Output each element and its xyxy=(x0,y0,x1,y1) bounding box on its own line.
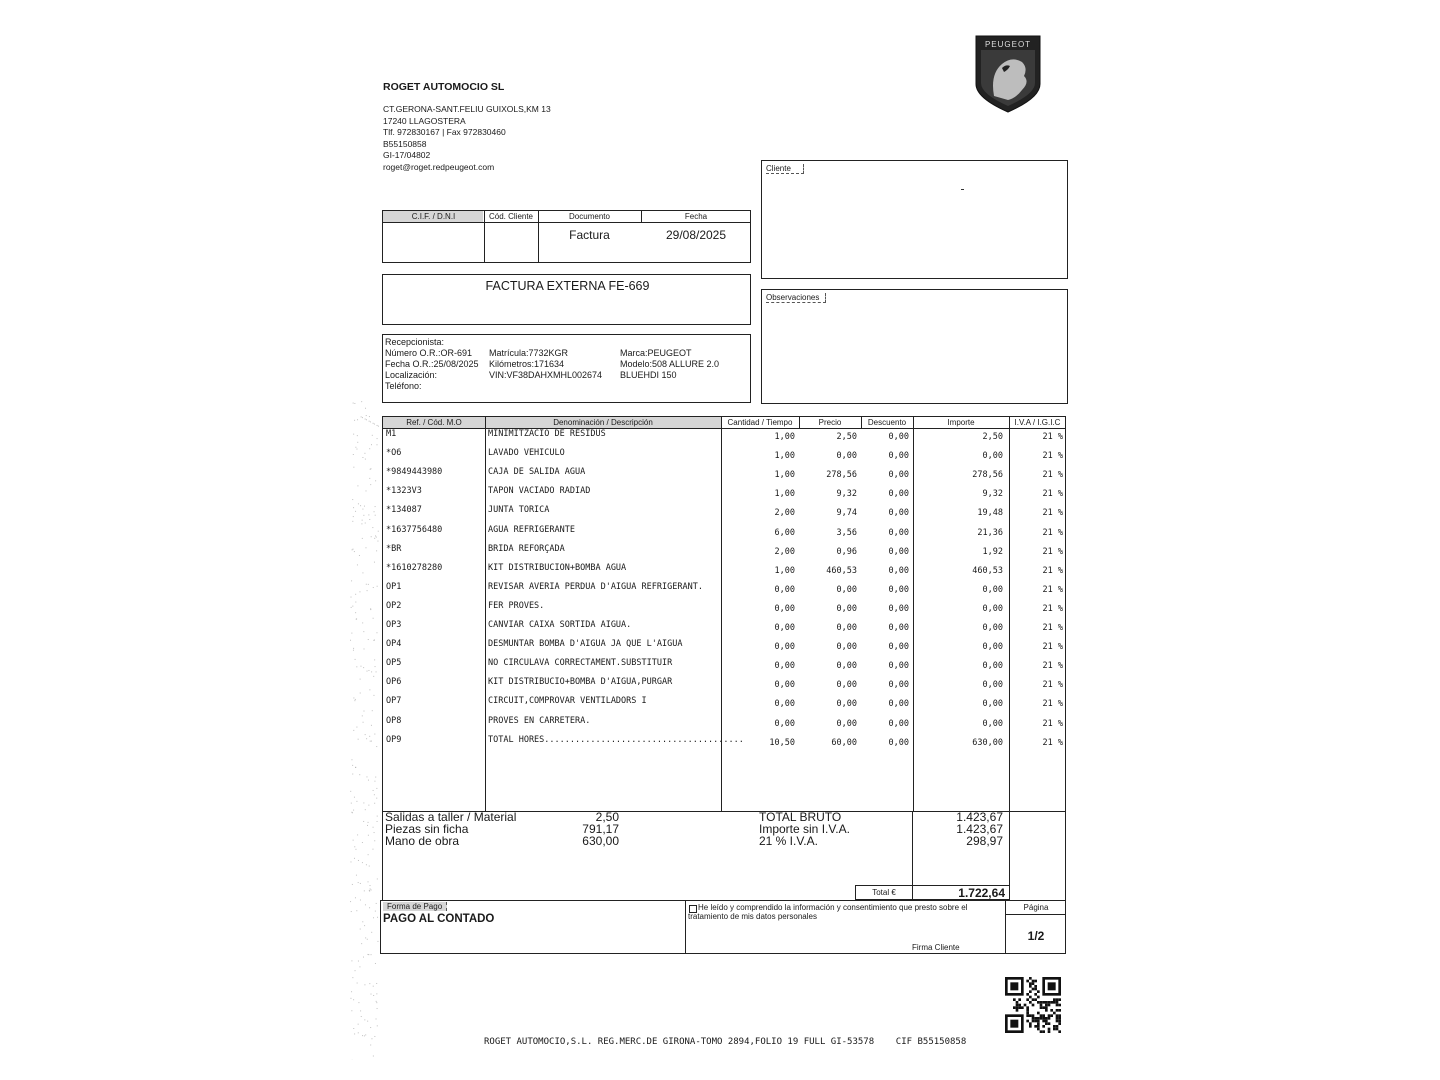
cell-disc: 0,00 xyxy=(888,432,909,442)
cell-ref: OP1 xyxy=(386,581,402,592)
table-body xyxy=(383,429,1067,809)
summary-value: 630,00 xyxy=(582,834,619,848)
cell-disc: 0,00 xyxy=(888,489,909,500)
address-line: Tlf. 972830167 | Fax 972830460 xyxy=(383,127,506,137)
cell-desc: KIT DISTRIBUCION+BOMBA AGUA xyxy=(488,562,627,573)
cell-desc: KIT DISTRIBUCIO+BOMBA D'AIGUA,PURGAR xyxy=(488,677,673,688)
cell-disc: 0,00 xyxy=(888,642,909,653)
cell-disc: 0,00 xyxy=(888,584,909,595)
cell-price: 460,53 xyxy=(826,565,857,576)
cell-amount: 0,00 xyxy=(982,623,1003,633)
cell-disc: 0,00 xyxy=(888,546,909,557)
address-line: GI-17/04802 xyxy=(383,150,431,160)
cell-qty: 2,00 xyxy=(774,508,795,519)
summary-value: 2,50 xyxy=(595,810,619,824)
cell-price: 9,74 xyxy=(836,508,857,519)
observations-box xyxy=(761,289,1068,404)
cell-desc: AGUA REFRIGERANTE xyxy=(488,524,575,535)
cell-ref: OP5 xyxy=(386,658,402,669)
summary-value: 1.423,67 xyxy=(956,822,1003,836)
cell-iva: 21 % xyxy=(1042,737,1063,748)
table-row xyxy=(383,601,1067,620)
logo-text: PEUGEOT xyxy=(984,40,1032,49)
table-row xyxy=(383,735,1067,754)
cell-price: 60,00 xyxy=(831,737,857,748)
cell-disc: 0,00 xyxy=(888,737,909,748)
table-row xyxy=(383,620,1067,639)
vin: VIN:VF38DAHXMHL002674 xyxy=(489,370,603,380)
modelo: Modelo:508 ALLURE 2.0 xyxy=(620,359,720,369)
cell-amount: 21,36 xyxy=(977,527,1003,538)
qr-code xyxy=(1005,977,1061,1033)
col-header-ref: Ref. / Cód. M.O xyxy=(406,418,462,427)
consent-text-1: He leído y comprendido la información y consentimiento que presto sobre el xyxy=(698,903,968,912)
cell-price: 0,00 xyxy=(836,451,857,462)
address-line: CT.GERONA-SANT.FELIU GUIXOLS,KM 13 xyxy=(383,104,551,114)
cell-price: 2,50 xyxy=(836,432,857,442)
cell-iva: 21 % xyxy=(1042,470,1063,481)
items-table xyxy=(382,416,1066,812)
cell-amount: 278,56 xyxy=(972,470,1003,481)
cell-ref: OP8 xyxy=(386,715,402,726)
cell-disc: 0,00 xyxy=(888,603,909,614)
cell-qty: 6,00 xyxy=(774,527,795,538)
cell-amount: 0,00 xyxy=(982,603,1003,614)
company-name: ROGET AUTOMOCIO SL xyxy=(383,81,505,93)
cell-qty: 0,00 xyxy=(774,718,795,729)
summary-label: 21 % I.V.A. xyxy=(759,834,818,848)
cell-ref: OP3 xyxy=(386,620,402,630)
cell-price: 0,00 xyxy=(836,718,857,729)
scan-noise xyxy=(340,400,380,1060)
cell-disc: 0,00 xyxy=(888,527,909,538)
cell-iva: 21 % xyxy=(1042,432,1063,442)
cell-price: 0,00 xyxy=(836,603,857,614)
col-header-desc: Denominación / Descripción xyxy=(553,418,653,427)
marca: Marca:PEUGEOT xyxy=(620,348,692,358)
cell-amount: 460,53 xyxy=(972,565,1003,576)
cell-qty: 0,00 xyxy=(774,661,795,672)
client-box xyxy=(761,160,1068,279)
cell-iva: 21 % xyxy=(1042,642,1063,653)
cell-iva: 21 % xyxy=(1042,489,1063,500)
localizacion: Localización: xyxy=(385,370,438,380)
cell-amount: 0,00 xyxy=(982,584,1003,595)
cell-desc: FER PROVES. xyxy=(488,600,545,611)
cell-amount: 0,00 xyxy=(982,642,1003,653)
cell-iva: 21 % xyxy=(1042,565,1063,576)
cell-qty: 0,00 xyxy=(774,680,795,691)
cell-desc: BRIDA REFORÇADA xyxy=(488,543,565,554)
total-value: 1.722,64 xyxy=(958,886,1005,900)
footer-box xyxy=(380,900,1066,954)
total-label: Total € xyxy=(872,888,896,897)
cell-disc: 0,00 xyxy=(888,565,909,576)
col-header-discount: Descuento xyxy=(867,418,907,427)
cell-qty: 1,00 xyxy=(774,565,795,576)
cell-price: 0,00 xyxy=(836,661,857,672)
pagina-value: 1/2 xyxy=(1027,929,1045,943)
cell-amount: 2,50 xyxy=(982,432,1003,442)
cell-ref: *1637756480 xyxy=(386,524,443,535)
client-dot xyxy=(961,189,964,190)
kilometros: Kilómetros:171634 xyxy=(489,359,565,369)
summary-label: Mano de obra xyxy=(385,834,460,848)
col-header-amount: Importe xyxy=(947,418,975,427)
consent-text-2: tratamiento de mis datos personales xyxy=(688,912,817,921)
cell-qty: 0,00 xyxy=(774,623,795,633)
cell-disc: 0,00 xyxy=(888,661,909,672)
cell-ref: M1 xyxy=(386,429,397,439)
cell-iva: 21 % xyxy=(1042,699,1063,710)
cell-ref: *9849443980 xyxy=(386,467,443,478)
summary-value: 1.423,67 xyxy=(956,810,1003,824)
table-row xyxy=(383,582,1067,601)
cell-disc: 0,00 xyxy=(888,699,909,710)
table-row xyxy=(383,716,1067,735)
firma-label: Firma Cliente xyxy=(912,943,960,952)
cell-ref: OP6 xyxy=(386,677,402,688)
table-row xyxy=(383,505,1067,524)
cell-qty: 1,00 xyxy=(774,489,795,500)
cell-qty: 10,50 xyxy=(769,737,795,748)
summary-label: Piezas sin ficha xyxy=(385,822,469,836)
cell-iva: 21 % xyxy=(1042,584,1063,595)
cell-price: 0,00 xyxy=(836,623,857,633)
cell-iva: 21 % xyxy=(1042,508,1063,519)
cell-disc: 0,00 xyxy=(888,470,909,481)
id-box xyxy=(382,210,751,263)
table-row xyxy=(383,677,1067,696)
telefono: Teléfono: xyxy=(385,381,422,391)
summary-label: Importe sin I.V.A. xyxy=(759,822,850,836)
cell-price: 9,32 xyxy=(836,489,857,500)
cell-desc: CANVIAR CAIXA SORTIDA AIGUA. xyxy=(488,620,632,630)
client-label: Cliente xyxy=(766,164,804,174)
cell-disc: 0,00 xyxy=(888,451,909,462)
cell-ref: *O6 xyxy=(386,448,402,459)
cell-iva: 21 % xyxy=(1042,603,1063,614)
cell-price: 0,96 xyxy=(836,546,857,557)
total-label-box xyxy=(855,885,913,900)
cell-amount: 19,48 xyxy=(977,508,1003,519)
col-header-qty: Cantidad / Tiempo xyxy=(727,418,793,427)
address-line: B55150858 xyxy=(383,138,427,149)
cell-qty: 0,00 xyxy=(774,584,795,595)
documento-value: Factura xyxy=(569,228,610,242)
cell-desc: TOTAL HORES....................................... xyxy=(488,734,744,745)
cell-price: 0,00 xyxy=(836,680,857,691)
cell-disc: 0,00 xyxy=(888,508,909,519)
legal-footer: ROGET AUTOMOCIO,S.L. REG.MERC.DE GIRONA-TOMO 2894,FOLIO 19 FULL GI-53578 CIF B55150858 xyxy=(484,1037,967,1047)
cell-desc: PROVES EN CARRETERA. xyxy=(488,715,591,726)
table-row xyxy=(383,525,1067,544)
cell-disc: 0,00 xyxy=(888,718,909,729)
cell-iva: 21 % xyxy=(1042,527,1063,538)
summary-label: TOTAL BRUTO xyxy=(759,810,842,824)
cell-price: 3,56 xyxy=(836,527,857,538)
address-line: 17240 LLAGOSTERA xyxy=(383,115,466,126)
cell-ref: OP4 xyxy=(386,639,402,650)
cell-iva: 21 % xyxy=(1042,451,1063,462)
cell-iva: 21 % xyxy=(1042,661,1063,672)
table-row xyxy=(383,486,1067,505)
cell-amount: 630,00 xyxy=(972,737,1003,748)
cell-qty: 1,00 xyxy=(774,470,795,481)
invoice-title-box xyxy=(382,274,751,325)
summary-box xyxy=(382,811,1066,901)
cell-ref: *BR xyxy=(386,543,402,554)
summary-value: 791,17 xyxy=(582,822,619,836)
cell-ref: OP2 xyxy=(386,600,402,611)
cell-price: 278,56 xyxy=(826,470,857,481)
invoice-title: FACTURA EXTERNA FE-669 xyxy=(485,279,650,293)
cell-desc: LAVADO VEHICULO xyxy=(488,448,565,459)
table-row xyxy=(383,658,1067,677)
total-value-box xyxy=(912,885,1010,900)
summary-value: 298,97 xyxy=(966,834,1003,848)
vehicle-box xyxy=(382,334,751,403)
peugeot-logo xyxy=(972,34,1044,114)
cell-disc: 0,00 xyxy=(888,680,909,691)
fecha-or: Fecha O.R.:25/08/2025 xyxy=(385,359,479,369)
cell-desc: CIRCUIT,COMPROVAR VENTILADORS I xyxy=(488,696,647,707)
forma-pago-label: Forma de Pago xyxy=(383,902,447,911)
cell-iva: 21 % xyxy=(1042,680,1063,691)
cell-ref: OP7 xyxy=(386,696,402,707)
cell-price: 0,00 xyxy=(836,642,857,653)
forma-pago-value: PAGO AL CONTADO xyxy=(383,913,495,925)
table-row xyxy=(383,639,1067,658)
observations-label: Observaciones xyxy=(766,293,826,303)
cell-amount: 9,32 xyxy=(982,489,1003,500)
cell-iva: 21 % xyxy=(1042,623,1063,633)
id-header-documento: Documento xyxy=(569,212,610,221)
cell-desc: REVISAR AVERIA PERDUA D'AIGUA REFRIGERANT. xyxy=(488,581,703,592)
cell-desc: JUNTA TORICA xyxy=(488,505,550,516)
cell-iva: 21 % xyxy=(1042,718,1063,729)
company-address xyxy=(383,104,551,173)
cell-amount: 1,92 xyxy=(982,546,1003,557)
pagina-label: Página xyxy=(1006,903,1066,915)
cell-ref: OP9 xyxy=(386,734,402,745)
cell-qty: 1,00 xyxy=(774,432,795,442)
summary-label: Salidas a taller / Material xyxy=(385,810,517,824)
table-row xyxy=(383,696,1067,715)
id-header-cif: C.I.F. / D.N.I xyxy=(411,212,456,221)
cell-qty: 1,00 xyxy=(774,451,795,462)
cell-qty: 2,00 xyxy=(774,546,795,557)
table-row xyxy=(383,544,1067,563)
cell-ref: *1323V3 xyxy=(386,486,422,497)
cell-qty: 0,00 xyxy=(774,642,795,653)
cell-price: 0,00 xyxy=(836,699,857,710)
cell-qty: 0,00 xyxy=(774,699,795,710)
table-row xyxy=(383,563,1067,582)
cell-qty: 0,00 xyxy=(774,603,795,614)
numero-or: Número O.R.:OR-691 xyxy=(385,348,473,358)
col-header-iva: I.V.A / I.G.I.C xyxy=(1014,418,1061,427)
cell-disc: 0,00 xyxy=(888,623,909,633)
cell-desc: NO CIRCULAVA CORRECTAMENT.SUBSTITUIR xyxy=(488,658,673,669)
cell-amount: 0,00 xyxy=(982,680,1003,691)
cell-price: 0,00 xyxy=(836,584,857,595)
cell-iva: 21 % xyxy=(1042,546,1063,557)
matricula: Matrícula:7732KGR xyxy=(489,348,569,358)
address-line: roget@roget.redpeugeot.com xyxy=(383,161,495,172)
table-row xyxy=(383,467,1067,486)
cell-amount: 0,00 xyxy=(982,451,1003,462)
fecha-value: 29/08/2025 xyxy=(665,228,727,242)
cell-desc: TAPON VACIADO RADIAD xyxy=(488,486,591,497)
cell-amount: 0,00 xyxy=(982,661,1003,672)
modelo-line2: BLUEHDI 150 xyxy=(620,370,677,380)
cell-desc: DESMUNTAR BOMBA D'AIGUA JA QUE L'AIGUA xyxy=(488,639,683,650)
cell-desc: MINIMITZACIO DE RESIDUS xyxy=(488,429,606,439)
cell-amount: 0,00 xyxy=(982,699,1003,710)
cell-desc: CAJA DE SALIDA AGUA xyxy=(488,467,586,478)
cell-ref: *134087 xyxy=(386,505,422,516)
recepcionista: Recepcionista: xyxy=(385,337,445,347)
table-row xyxy=(383,429,1067,448)
id-header-fecha: Fecha xyxy=(684,212,708,221)
table-row xyxy=(383,448,1067,467)
cell-ref: *1610278280 xyxy=(386,562,443,573)
id-header-cod-cliente: Cód. Cliente xyxy=(488,212,534,221)
col-header-price: Precio xyxy=(818,418,842,427)
cell-amount: 0,00 xyxy=(982,718,1003,729)
